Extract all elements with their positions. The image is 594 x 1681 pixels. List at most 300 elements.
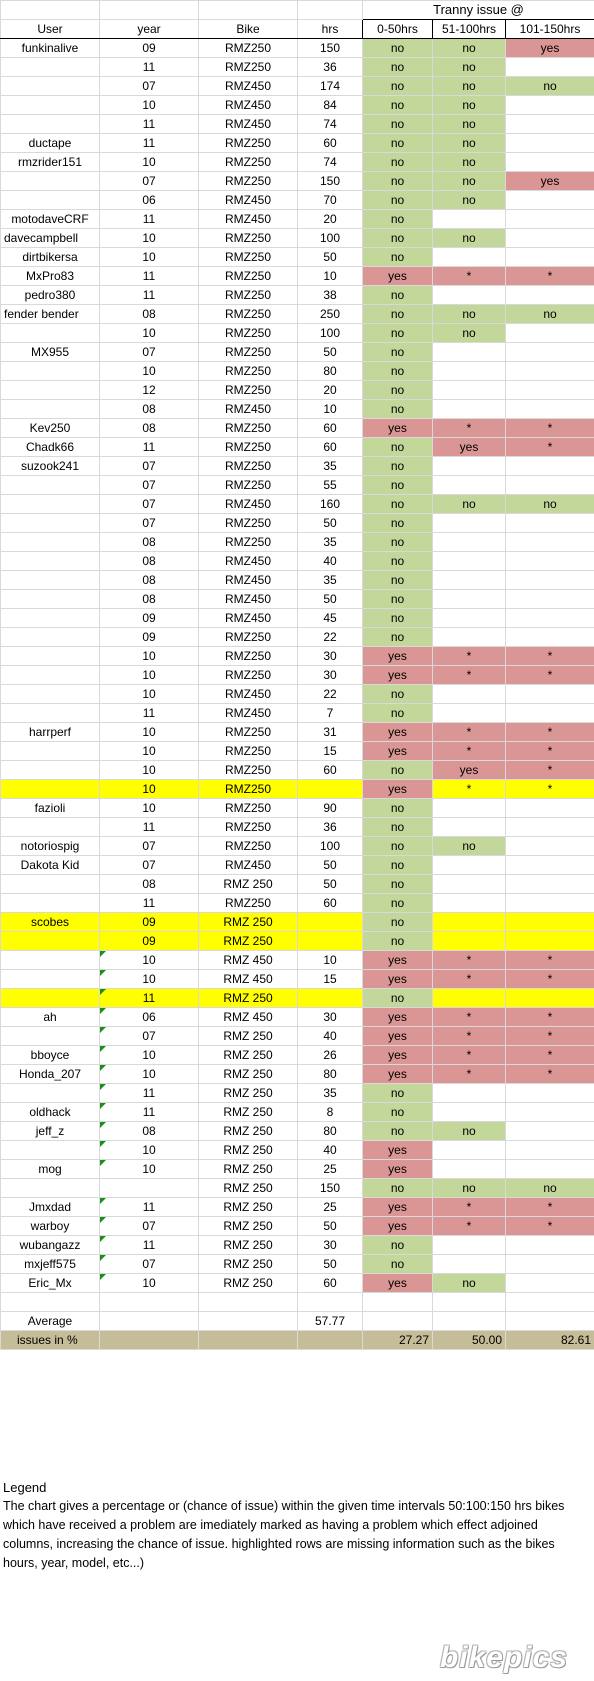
cell-hrs: 22 (298, 685, 363, 704)
cell-user: rmzrider151 (1, 153, 100, 172)
cell-c3 (506, 913, 594, 932)
cell-hrs: 40 (298, 1141, 363, 1160)
cell-user: warboy (1, 1217, 100, 1236)
table-row (1, 286, 594, 305)
table-row (1, 324, 594, 343)
cell-bike: RMZ 450 (199, 970, 298, 989)
cell-hrs: 25 (298, 1198, 363, 1217)
cell-c3 (506, 1236, 594, 1255)
cell-c2 (433, 875, 506, 894)
cell-user: scobes (1, 913, 100, 932)
cell-user: pedro380 (1, 286, 100, 305)
cell-user: MX955 (1, 343, 100, 362)
table-row (1, 742, 594, 761)
cell-year: 09 (100, 628, 199, 647)
cell-c3 (506, 1141, 594, 1160)
cell-c2 (433, 571, 506, 590)
cell-c3 (506, 362, 594, 381)
cell-c2 (433, 590, 506, 609)
average-value: 57.77 (298, 1312, 363, 1331)
cell-year: 11 (100, 1236, 199, 1255)
cell-bike: RMZ250 (199, 799, 298, 818)
cell-year: 08 (100, 875, 199, 894)
cell-user: Chadk66 (1, 438, 100, 457)
cell-c2 (433, 894, 506, 913)
cell-c3 (506, 856, 594, 875)
cell-user (1, 77, 100, 96)
cell-c2 (433, 400, 506, 419)
cell-year: 06 (100, 191, 199, 210)
cell-hrs: 10 (298, 267, 363, 286)
cell-year: 10 (100, 685, 199, 704)
cell-user (1, 552, 100, 571)
cell-hrs: 40 (298, 1027, 363, 1046)
cell-bike: RMZ450 (199, 96, 298, 115)
cell-hrs: 80 (298, 1065, 363, 1084)
cell-bike: RMZ450 (199, 495, 298, 514)
cell-year: 11 (100, 58, 199, 77)
cell-c1: no (363, 799, 433, 818)
cell-c3: * (506, 1065, 594, 1084)
cell-c2 (433, 210, 506, 229)
cell-c2 (433, 1103, 506, 1122)
legend (0, 1478, 594, 1573)
cell-c1: no (363, 552, 433, 571)
cell-c1: no (363, 1179, 433, 1198)
cell-user: Kev250 (1, 419, 100, 438)
cell-hrs: 30 (298, 647, 363, 666)
table-row (1, 229, 594, 248)
cell-c1: yes (363, 970, 433, 989)
cell-hrs: 40 (298, 552, 363, 571)
cell-user: oldhack (1, 1103, 100, 1122)
cell-bike: RMZ250 (199, 438, 298, 457)
table-row (1, 96, 594, 115)
cell-c1: yes (363, 1141, 433, 1160)
cell-c2 (433, 476, 506, 495)
cell-year: 12 (100, 381, 199, 400)
cell-c2: no (433, 172, 506, 191)
table-row (1, 210, 594, 229)
cell-user (1, 742, 100, 761)
col-0-50: 0-50hrs (363, 20, 433, 39)
cell-c3 (506, 1160, 594, 1179)
cell-bike: RMZ250 (199, 362, 298, 381)
cell-c1: yes (363, 1198, 433, 1217)
cell-user (1, 628, 100, 647)
cell-c2 (433, 362, 506, 381)
cell-c1: yes (363, 1217, 433, 1236)
cell-c1: no (363, 172, 433, 191)
cell-bike: RMZ250 (199, 134, 298, 153)
column-header-row (1, 20, 594, 39)
cell-hrs: 160 (298, 495, 363, 514)
cell-user (1, 381, 100, 400)
cell-c1: no (363, 400, 433, 419)
cell-hrs: 50 (298, 590, 363, 609)
cell-c1: yes (363, 1027, 433, 1046)
table-row (1, 571, 594, 590)
cell-c2: * (433, 780, 506, 799)
cell-c2: no (433, 96, 506, 115)
cell-year: 10 (100, 362, 199, 381)
cell-year: 11 (100, 210, 199, 229)
cell-bike: RMZ250 (199, 780, 298, 799)
cell-c3: no (506, 1179, 594, 1198)
cell-c3: no (506, 495, 594, 514)
cell-c2: no (433, 191, 506, 210)
cell-year: 10 (100, 324, 199, 343)
cell-year: 07 (100, 1027, 199, 1046)
group-header-row (1, 1, 594, 20)
cell-bike: RMZ250 (199, 723, 298, 742)
table-row (1, 552, 594, 571)
cell-user: notoriospig (1, 837, 100, 856)
cell-c1: yes (363, 742, 433, 761)
table-row (1, 115, 594, 134)
cell-c1: no (363, 305, 433, 324)
cell-c2: no (433, 39, 506, 58)
cell-user (1, 989, 100, 1008)
cell-hrs: 90 (298, 799, 363, 818)
cell-bike: RMZ250 (199, 172, 298, 191)
cell-c1: no (363, 286, 433, 305)
cell-year: 09 (100, 39, 199, 58)
cell-c1: no (363, 58, 433, 77)
cell-year: 10 (100, 970, 199, 989)
average-row (1, 1312, 594, 1331)
cell-user (1, 761, 100, 780)
cell-hrs: 10 (298, 951, 363, 970)
table-row (1, 951, 594, 970)
cell-c1: no (363, 210, 433, 229)
cell-year: 07 (100, 476, 199, 495)
cell-hrs: 38 (298, 286, 363, 305)
cell-c3 (506, 837, 594, 856)
cell-bike: RMZ250 (199, 457, 298, 476)
cell-user (1, 324, 100, 343)
cell-year: 10 (100, 1160, 199, 1179)
cell-hrs: 100 (298, 229, 363, 248)
cell-bike: RMZ450 (199, 704, 298, 723)
cell-c3 (506, 248, 594, 267)
cell-year: 08 (100, 552, 199, 571)
cell-c3 (506, 704, 594, 723)
cell-c1: yes (363, 419, 433, 438)
cell-c3: * (506, 647, 594, 666)
cell-c3 (506, 609, 594, 628)
cell-year: 10 (100, 1141, 199, 1160)
cell-bike: RMZ 250 (199, 1065, 298, 1084)
table-row (1, 419, 594, 438)
cell-c3 (506, 590, 594, 609)
cell-c1: no (363, 875, 433, 894)
cell-user: mxjeff575 (1, 1255, 100, 1274)
cell-c2 (433, 685, 506, 704)
cell-hrs: 150 (298, 39, 363, 58)
issues-51-100: 50.00 (433, 1331, 506, 1350)
issues-0-50: 27.27 (363, 1331, 433, 1350)
cell-user: Honda_207 (1, 1065, 100, 1084)
table-row (1, 514, 594, 533)
cell-c2: no (433, 1179, 506, 1198)
cell-hrs (298, 780, 363, 799)
cell-hrs: 100 (298, 324, 363, 343)
cell-year: 10 (100, 1274, 199, 1293)
cell-bike: RMZ 250 (199, 932, 298, 951)
cell-c2 (433, 1141, 506, 1160)
cell-user: MxPro83 (1, 267, 100, 286)
cell-c3: * (506, 742, 594, 761)
table-row (1, 1179, 594, 1198)
cell-hrs: 50 (298, 856, 363, 875)
cell-bike: RMZ450 (199, 571, 298, 590)
cell-user: mog (1, 1160, 100, 1179)
cell-year: 10 (100, 780, 199, 799)
cell-bike: RMZ 250 (199, 1141, 298, 1160)
cell-user (1, 58, 100, 77)
cell-c2: no (433, 115, 506, 134)
cell-c2: no (433, 1274, 506, 1293)
cell-bike: RMZ450 (199, 77, 298, 96)
table-row (1, 457, 594, 476)
cell-c1: yes (363, 1160, 433, 1179)
table-row (1, 1008, 594, 1027)
cell-bike: RMZ250 (199, 419, 298, 438)
cell-hrs: 26 (298, 1046, 363, 1065)
table-row (1, 533, 594, 552)
cell-user (1, 1179, 100, 1198)
cell-hrs: 45 (298, 609, 363, 628)
cell-bike: RMZ 250 (199, 1103, 298, 1122)
cell-c3: * (506, 1008, 594, 1027)
cell-c1: no (363, 191, 433, 210)
cell-bike: RMZ 250 (199, 1198, 298, 1217)
cell-c2: * (433, 1027, 506, 1046)
cell-year: 10 (100, 647, 199, 666)
cell-c3: * (506, 723, 594, 742)
cell-bike: RMZ 450 (199, 1008, 298, 1027)
cell-bike: RMZ250 (199, 229, 298, 248)
col-hrs: hrs (298, 20, 363, 39)
cell-year: 09 (100, 609, 199, 628)
cell-year: 11 (100, 894, 199, 913)
cell-year: 11 (100, 134, 199, 153)
cell-c3: * (506, 267, 594, 286)
cell-c2: * (433, 970, 506, 989)
cell-hrs: 80 (298, 1122, 363, 1141)
table-row (1, 989, 594, 1008)
table-row (1, 77, 594, 96)
cell-c3: * (506, 438, 594, 457)
cell-user: davecampbell (1, 229, 100, 248)
cell-user (1, 115, 100, 134)
cell-c1: no (363, 1236, 433, 1255)
cell-c2 (433, 913, 506, 932)
table-row (1, 267, 594, 286)
cell-bike: RMZ450 (199, 552, 298, 571)
cell-c3 (506, 685, 594, 704)
cell-c1: no (363, 761, 433, 780)
cell-c3 (506, 932, 594, 951)
cell-hrs: 50 (298, 1217, 363, 1236)
cell-c3: * (506, 666, 594, 685)
cell-c3 (506, 210, 594, 229)
cell-c3 (506, 894, 594, 913)
cell-hrs: 80 (298, 362, 363, 381)
cell-user (1, 96, 100, 115)
cell-year: 07 (100, 495, 199, 514)
table-row (1, 628, 594, 647)
cell-c1: no (363, 495, 433, 514)
cell-c3 (506, 799, 594, 818)
table-row (1, 1160, 594, 1179)
cell-c2 (433, 457, 506, 476)
cell-c3 (506, 1255, 594, 1274)
cell-hrs: 60 (298, 894, 363, 913)
cell-user: Jmxdad (1, 1198, 100, 1217)
cell-hrs: 15 (298, 970, 363, 989)
watermark-logo: bikepics (439, 1641, 568, 1674)
cell-bike: RMZ450 (199, 685, 298, 704)
cell-user (1, 609, 100, 628)
cell-year: 07 (100, 856, 199, 875)
cell-hrs: 36 (298, 58, 363, 77)
cell-c1: no (363, 913, 433, 932)
cell-hrs: 55 (298, 476, 363, 495)
cell-bike: RMZ250 (199, 343, 298, 362)
cell-hrs (298, 913, 363, 932)
cell-year: 10 (100, 742, 199, 761)
cell-c2: * (433, 742, 506, 761)
cell-year: 07 (100, 457, 199, 476)
cell-hrs: 8 (298, 1103, 363, 1122)
cell-c3 (506, 628, 594, 647)
cell-user: wubangazz (1, 1236, 100, 1255)
cell-bike: RMZ 250 (199, 1160, 298, 1179)
cell-c1: no (363, 685, 433, 704)
cell-bike: RMZ 250 (199, 875, 298, 894)
cell-c1: yes (363, 1046, 433, 1065)
cell-c1: no (363, 628, 433, 647)
cell-year (100, 1179, 199, 1198)
cell-year: 10 (100, 1046, 199, 1065)
cell-hrs: 35 (298, 533, 363, 552)
cell-user (1, 685, 100, 704)
cell-c1: no (363, 77, 433, 96)
cell-c2 (433, 799, 506, 818)
cell-c1: no (363, 818, 433, 837)
cell-hrs: 60 (298, 1274, 363, 1293)
data-rows (1, 39, 594, 1293)
cell-c2: * (433, 666, 506, 685)
cell-c3 (506, 1274, 594, 1293)
cell-c2: * (433, 1217, 506, 1236)
cell-c1: no (363, 381, 433, 400)
cell-user (1, 476, 100, 495)
cell-year: 08 (100, 590, 199, 609)
cell-year: 07 (100, 514, 199, 533)
table-row (1, 685, 594, 704)
cell-user (1, 571, 100, 590)
cell-c1: yes (363, 780, 433, 799)
cell-user (1, 875, 100, 894)
cell-year: 10 (100, 951, 199, 970)
table-row (1, 191, 594, 210)
table-row (1, 1198, 594, 1217)
cell-bike: RMZ 250 (199, 989, 298, 1008)
cell-bike: RMZ250 (199, 267, 298, 286)
cell-hrs: 150 (298, 1179, 363, 1198)
cell-user: ductape (1, 134, 100, 153)
cell-bike: RMZ250 (199, 533, 298, 552)
table-row (1, 1217, 594, 1236)
cell-c1: no (363, 39, 433, 58)
cell-hrs: 36 (298, 818, 363, 837)
cell-c3 (506, 571, 594, 590)
cell-c2 (433, 989, 506, 1008)
cell-c3 (506, 818, 594, 837)
cell-user (1, 533, 100, 552)
cell-c1: yes (363, 666, 433, 685)
cell-bike: RMZ250 (199, 324, 298, 343)
cell-hrs: 60 (298, 438, 363, 457)
cell-c3: no (506, 77, 594, 96)
cell-c1: no (363, 894, 433, 913)
issues-101-150: 82.61 (506, 1331, 594, 1350)
cell-user (1, 362, 100, 381)
cell-user (1, 1027, 100, 1046)
table-row (1, 932, 594, 951)
cell-hrs: 174 (298, 77, 363, 96)
cell-bike: RMZ250 (199, 837, 298, 856)
cell-c3 (506, 229, 594, 248)
table-row (1, 343, 594, 362)
cell-hrs: 35 (298, 457, 363, 476)
cell-c1: no (363, 229, 433, 248)
cell-c1: yes (363, 1065, 433, 1084)
table-row (1, 305, 594, 324)
cell-user (1, 780, 100, 799)
cell-c2 (433, 856, 506, 875)
cell-c3 (506, 533, 594, 552)
cell-hrs: 84 (298, 96, 363, 115)
table-row (1, 381, 594, 400)
cell-user (1, 1141, 100, 1160)
cell-bike: RMZ250 (199, 305, 298, 324)
cell-bike: RMZ 250 (199, 1217, 298, 1236)
cell-year: 10 (100, 153, 199, 172)
cell-user (1, 514, 100, 533)
cell-year: 08 (100, 305, 199, 324)
col-51-100: 51-100hrs (433, 20, 506, 39)
cell-hrs: 74 (298, 153, 363, 172)
cell-bike: RMZ250 (199, 666, 298, 685)
cell-hrs: 35 (298, 1084, 363, 1103)
cell-user: Eric_Mx (1, 1274, 100, 1293)
cell-hrs: 60 (298, 134, 363, 153)
cell-year: 11 (100, 267, 199, 286)
cell-c2: no (433, 837, 506, 856)
cell-user (1, 970, 100, 989)
cell-c1: no (363, 609, 433, 628)
cell-c3: * (506, 1198, 594, 1217)
col-bike: Bike (199, 20, 298, 39)
cell-c1: no (363, 571, 433, 590)
cell-year: 10 (100, 761, 199, 780)
cell-c2: no (433, 495, 506, 514)
cell-hrs: 100 (298, 837, 363, 856)
